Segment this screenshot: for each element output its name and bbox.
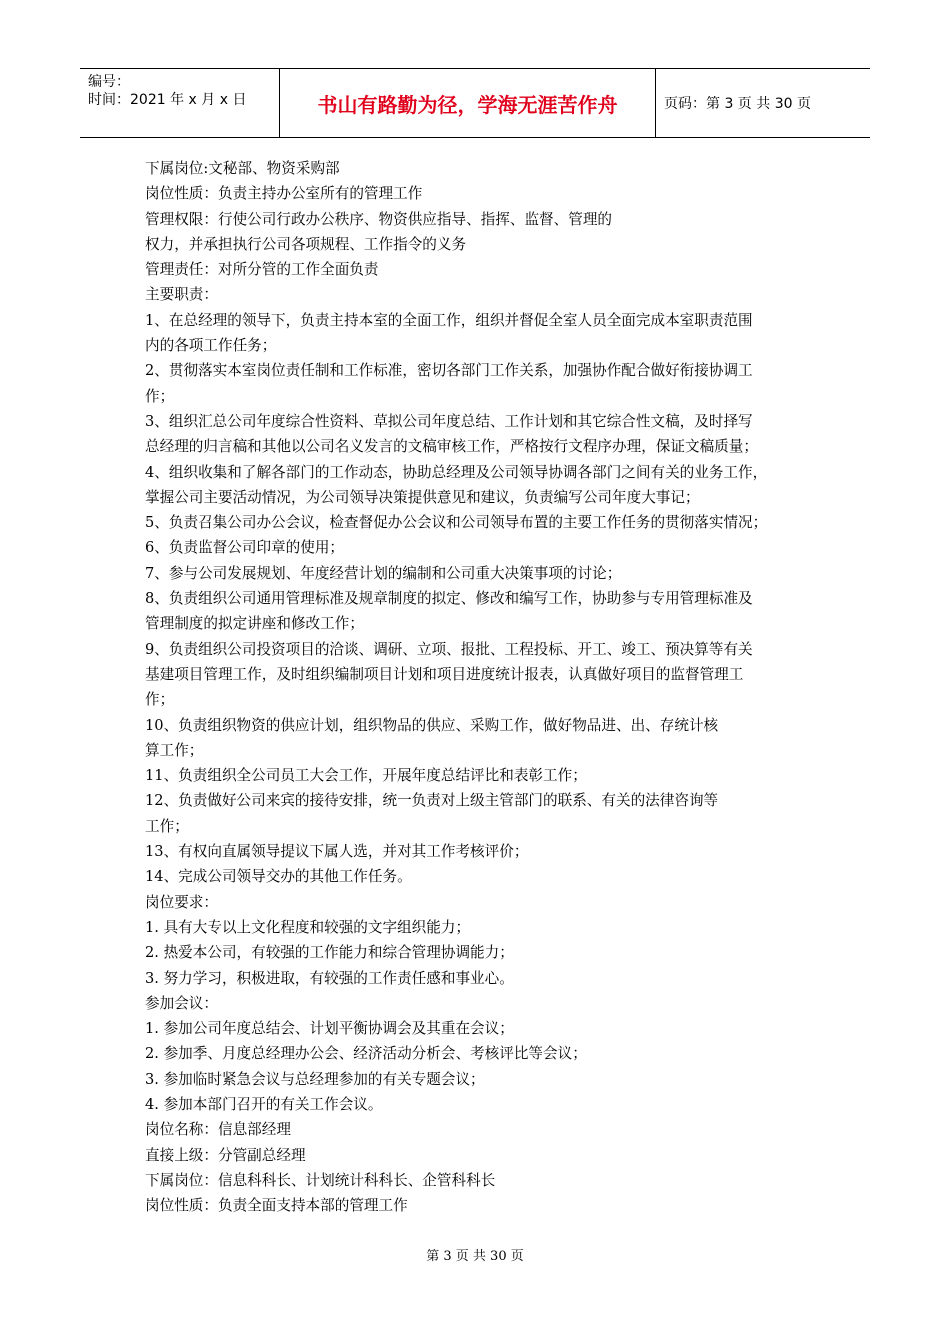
body-line: 3. 努力学习，积极进取，有较强的工作责任感和事业心。 bbox=[145, 969, 514, 987]
body-line: 基建项目管理工作，及时组织编制项目计划和项目进度统计报表，认真做好项目的监督管理工 bbox=[145, 665, 744, 683]
body-line: 3、组织汇总公司年度综合性资料、草拟公司年度总结、工作计划和其它综合性文稿，及时择写 bbox=[145, 412, 753, 430]
body-line: 7、参与公司发展规划、年度经营计划的编制和公司重大决策事项的讨论； bbox=[145, 564, 622, 582]
body-line: 1、在总经理的领导下，负责主持本室的全面工作，组织并督促全室人员全面完成本室职责范围 bbox=[145, 311, 753, 329]
body-line: 12、负责做好公司来宾的接待安排，统一负责对上级主管部门的联系、有关的法律咨询等 bbox=[145, 792, 719, 810]
body-line: 下属岗位：信息科科长、计划统计科科长、企管科科长 bbox=[145, 1171, 496, 1189]
body-line: 主要职责： bbox=[145, 286, 218, 304]
body-line: 工作； bbox=[145, 817, 189, 835]
body-line: 14、完成公司领导交办的其他工作任务。 bbox=[145, 868, 412, 886]
body-line: 6、负责监督公司印章的使用； bbox=[145, 539, 345, 557]
header-meta bbox=[80, 69, 280, 137]
body-line: 10、负责组织物资的供应计划，组织物品的供应、采购工作，做好物品进、出、存统计核 bbox=[145, 716, 719, 734]
body-line: 岗位性质：负责主持办公室所有的管理工作 bbox=[145, 185, 423, 203]
body-line: 作； bbox=[145, 387, 175, 405]
body-line: 8、负责组织公司通用管理标准及规章制度的拟定、修改和编写工作，协助参与专用管理标准及 bbox=[145, 590, 753, 608]
body-line: 权力，并承担执行公司各项规程、工作指令的义务 bbox=[145, 235, 467, 253]
body-line: 9、负责组织公司投资项目的洽谈、调研、立项、报批、工程投标、开工、竣工、预决算等有关 bbox=[145, 640, 753, 658]
body-line: 5、负责召集公司办公会议，检查督促办公会议和公司领导布置的主要工作任务的贯彻落实情况； bbox=[145, 514, 768, 532]
body-line: 管理权限：行使公司行政办公秩序、物资供应指导、指挥、监督、管理的 bbox=[145, 210, 613, 228]
body-line: 13、有权向直属领导提议下属人选，并对其工作考核评价； bbox=[145, 843, 529, 861]
body-line: 作； bbox=[145, 691, 175, 709]
body-line: 岗位名称：信息部经理 bbox=[145, 1121, 291, 1139]
body-line: 1. 参加公司年度总结会、计划平衡协调会及其重在会议； bbox=[145, 1020, 514, 1038]
document-code-label: 编号： bbox=[88, 74, 130, 90]
body-line: 总经理的归言稿和其他以公司名义发言的文稿审核工作，严格按行文程序办理，保证文稿质量； bbox=[145, 438, 758, 456]
body-line: 2. 热爱本公司，有较强的工作能力和综合管理协调能力； bbox=[145, 944, 514, 962]
body-line: 参加会议： bbox=[145, 994, 218, 1012]
page-header bbox=[80, 68, 870, 138]
body-line: 2. 参加季、月度总经理办公会、经济活动分析会、考核评比等会议； bbox=[145, 1045, 587, 1063]
body-line: 岗位性质：负责全面支持本部的管理工作 bbox=[145, 1197, 408, 1215]
body-line: 4. 参加本部门召开的有关工作会议。 bbox=[145, 1095, 383, 1113]
body-line: 4、组织收集和了解各部门的工作动态，协助总经理及公司领导协调各部门之间有关的业务工作， bbox=[145, 463, 768, 481]
header-motto: 书山有路勤为径，学海无涯苦作舟 bbox=[280, 69, 656, 137]
body-line: 管理制度的拟定讲座和修改工作； bbox=[145, 615, 364, 633]
document-body bbox=[145, 156, 865, 1218]
body-line: 算工作； bbox=[145, 741, 204, 759]
body-line: 11、负责组织全公司员工大会工作，开展年度总结评比和表彰工作； bbox=[145, 767, 587, 785]
body-line: 下属岗位:文秘部、物资采购部 bbox=[145, 160, 340, 177]
body-line: 内的各项工作任务； bbox=[145, 337, 277, 355]
body-line: 3. 参加临时紧急会议与总经理参加的有关专题会议； bbox=[145, 1070, 485, 1088]
body-line: 2、贯彻落实本室岗位责任制和工作标准，密切各部门工作关系，加强协作配合做好衔接协调工 bbox=[145, 362, 753, 380]
document-date: 时间：2021 年 x 月 x 日 bbox=[88, 92, 247, 108]
body-line: 直接上级：分管副总经理 bbox=[145, 1146, 306, 1164]
body-line: 1. 具有大专以上文化程度和较强的文字组织能力； bbox=[145, 918, 471, 936]
body-line: 岗位要求： bbox=[145, 893, 218, 911]
body-line: 管理责任：对所分管的工作全面负责 bbox=[145, 261, 379, 279]
page-footer: 第 3 页 共 30 页 bbox=[426, 1249, 524, 1264]
header-page-number: 页码：第 3 页 共 30 页 bbox=[664, 96, 811, 112]
body-line: 掌握公司主要活动情况，为公司领导决策提供意见和建议，负责编写公司年度大事记； bbox=[145, 488, 700, 506]
